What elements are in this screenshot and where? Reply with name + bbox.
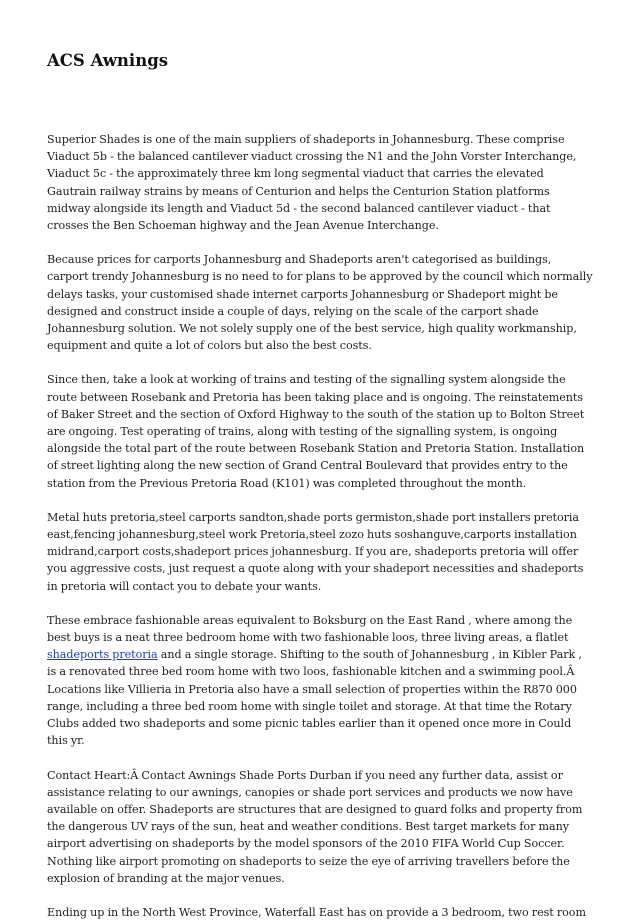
paragraph [47,509,593,595]
shadeports-pretoria-link[interactable]: shadeports pretoria [47,648,158,662]
paragraph [47,904,593,921]
paragraph [47,612,593,750]
paragraph [47,131,593,234]
paragraph-text: Superior Shades is one of the main suppliers of shadeports in Johannesburg. These comprise Viaduct 5b - the balanced cantilever viaduct crossing the N1 and the John Vorster Interchange, Viaduct 5c - the approximately three km long segmental viaduct that carries the elevated Gautrain railway strains by means of Centurion and helps the Centurion Station platforms midway alongside its length and Viaduct 5d - the second balanced cantilever viaduct - that crosses the Ben Schoeman highway and the Jean Avenue Interchange. [47,133,577,233]
paragraph-text: Ending up in the North West Province, Waterfall East has on provide a 3 bedroom, two rest room [47,905,586,919]
paragraph [47,371,593,491]
document-body [47,131,593,921]
page-title: ACS Awnings [47,51,169,70]
paragraph-text: Contact Heart:Â Contact Awnings Shade Ports Durban if you need any further data, assist or assistance relating to our awnings, canopies or shade port services and products we now have available on offer. Shadeports are structures that are designed to guard folks and property from the dangerous UV rays of the sun, heat and weather conditions. Best target markets for many airport advertising on shadeports by the model sponsors of the 2010 FIFA World Cup Soccer. Nothing like airport promoting on shadeports to seize the eye of arriving travellers before the explosion of branding at the major venues. [47,768,583,885]
paragraph-text: Metal huts pretoria,steel carports sandton,shade ports germiston,shade port installers pretoria east,fencing johannesburg,steel work Pretoria,steel zozo huts soshanguve,carports installation midrand,carport costs,shadeport prices johannesburg. If you are, shadeports pretoria will offer you aggressive costs, just request a quote along with your shadeport necessities and shadeports in pretoria will contact you to debate your wants. [47,510,584,593]
paragraph [47,767,593,887]
paragraph-text: Since then, take a look at working of trains and testing of the signalling system alongside the route between Rosebank and Pretoria has been taking place and is ongoing. The reinstatements of Baker Street and the section of Oxford Highway to the south of the station up to Bolton Street are ongoing. Test operating of trains, along with testing of the signalling system, is ongoing alongside the total part of the route between Rosebank Station and Pretoria Station. Installation of street lighting along the new section of Grand Central Boulevard that provides entry to the station from the Previous Pretoria Road (K101) was completed throughout the month. [47,373,585,490]
paragraph-text: and a single storage. Shifting to the south of Johannesburg , in Kibler Park , is a renovated three bed room home with two loos, fashionable kitchen and a swimming pool.Â Locations like Villieria in Pretoria also have a small selection of properties within the R870 000 range, including a three bed room home with single toilet and storage. At that time the Rotary Clubs added two shadeports and some picnic tables earlier than it opened once more in Could this yr. [47,648,582,748]
paragraph-text: These embrace fashionable areas equivalent to Boksburg on the East Rand , where among the best buys is a neat three bedroom home with two fashionable loos, three living areas, a flatlet [47,613,573,645]
paragraph [47,251,593,354]
paragraph-text: Because prices for carports Johannesburg and Shadeports aren't categorised as buildings, carport trendy Johannesburg is no need to for plans to be approved by the council which normally delays tasks, your customised shade internet carports Johannesburg or Shadeport might be designed and construct inside a couple of days, relying on the scale of the carport shade Johannesburg solution. We not solely supply one of the best service, high quality workmanship, equipment and quite a lot of colors but also the best costs. [47,253,593,353]
